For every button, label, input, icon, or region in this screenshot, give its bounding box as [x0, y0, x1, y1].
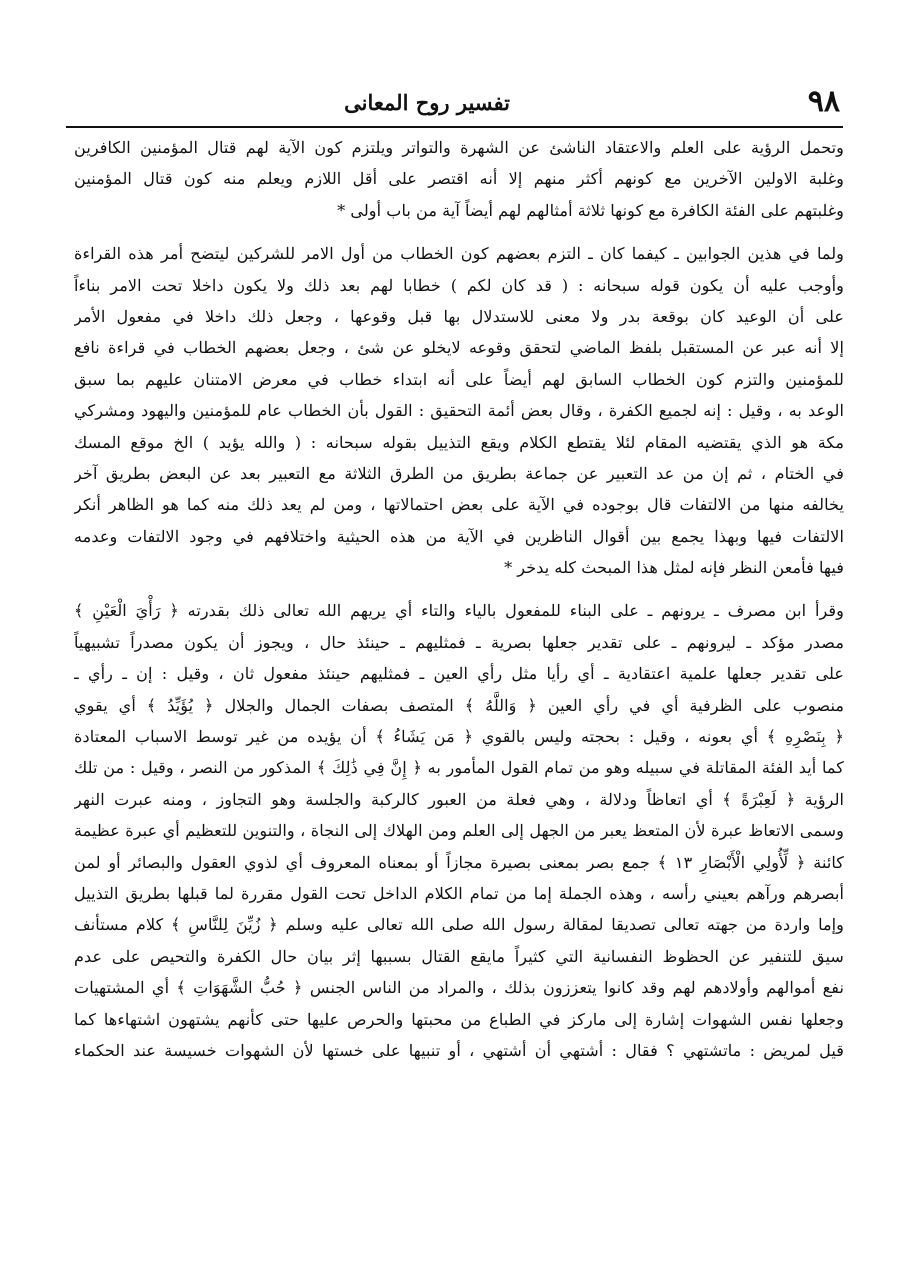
text-line: للمؤمنين والتزم كون الخطاب السابق لهم أيضاً على أنه ابتداء خطاب في معرض الامتنان عليهم بما سبق [74, 369, 844, 389]
body-text [74, 132, 844, 1066]
text-line: الالتفات فيها وبهذا يجمع بين أقوال الناظرين في الآية من هذه الحيثية واختلافهم في وجود الالتفات وعدمه [74, 526, 844, 546]
text-line: وأوجب عليه أن يكون قوله سبحانه : ( قد كان لكم ) خطابا لهم بعد ذلك ولا يكون داخلا تحت الامر بناءاً [74, 275, 844, 295]
text-line: وغلبة الاولين الآخرين مع كونهم أكثر منهم إلا أنه اقتصر على أقل اللازم ويعلم منه كون قتال المؤمنين [74, 169, 844, 189]
text-line: فيها فأمعن النظر فإنه لمثل هذا المبحث كله يدخر * [504, 558, 844, 578]
text-line: يخالفه منها من الالتفات قال بوجوده في الآية على بعض احتمالاتها ، ومن لم يعد ذلك منه كما هو الظاهر أنكر [74, 495, 844, 515]
text-line: وجعلها نفس الشهوات إشارة إلى ماركز في الطباع من محبتها والحرص عليها حتى كأنهم يشتهون اشتهاءها كما [74, 1009, 844, 1029]
text-line: الوعد به ، وقيل : إنه لجميع الكفرة ، وقال بعض أئمة التحقيق : القول بأن الخطاب عام للمؤمنين واليهود ومشركي [74, 401, 844, 421]
paragraph-1 [74, 132, 844, 226]
page-header [60, 84, 840, 124]
text-line: ولما في هذين الجوابين ـ كيفما كان ـ التزم بعضهم كون الخطاب من أول الامر للشركين ليتضح أمر هذه القراءة [74, 244, 844, 264]
text-line: ﴿ بِنَصْرِهِ ﴾ أي بعونه ، وقيل : بحجته وليس بالقوي ﴿ مَن يَشَاءُ ﴾ أن يؤيده من غير توسط الاسباب المعتادة [74, 727, 844, 747]
header-rule [66, 126, 843, 128]
text-line: أبصرهم ورآهم بعيني رأسه ، وهذه الجملة إما من تمام الكلام الداخل تحت القول مقررة لما قبلها بطريق التذييل [74, 883, 844, 903]
paragraph-3 [74, 595, 844, 1066]
text-line: وسمى الاتعاظ عبرة لأن المتعظ يعبر من الجهل إلى العلم ومن الهلاك إلى النجاة ، والتنوين للتعظيم أي عبرة عظيمة [74, 821, 844, 841]
text-line: في الختام ، ثم إن من عد التعبير عن جماعة بطريق من الطرق الثلاثة مع التعبير بعد عن البعض بطريق آخر [74, 463, 844, 483]
text-line: إلا أنه عبر عن المستقبل بلفظ الماضي لتحقق وقوعه لايخلو عن شئ ، وجعل بعضهم الخطاب في قراءة نافع [74, 338, 844, 358]
text-line: وغلبتهم على الفئة الكافرة مع كونها ثلاثة أمثالهم لهم أيضاً آية من باب أولى * [337, 200, 844, 220]
text-line: نفع أموالهم وأولادهم لهم وقد كانوا يتعززون بذلك ، والمراد من الناس الجنس ﴿ حُبُّ الشَّهَوَاتِ ﴾ أي المشتهيات [74, 978, 844, 998]
text-line: وقرأ ابن مصرف ـ يرونهم ـ على البناء للمفعول بالياء والتاء أي يريهم الله تعالى ذلك بقدرته ﴿ رَأْيَ الْعَيْنِ ﴾ [74, 601, 844, 621]
text-line: على أن الوعيد كان بوقعة بدر ولا معنى للاستدلال بها قبل وقوعها ، وجعل ذلك داخلا في مفعول الأمر [74, 306, 844, 326]
text-line: مصدر مؤكد ـ ليرونهم ـ على تقدير جعلها بصرية ـ فمثليهم ـ حينئذ حال ، ويجوز أن يكون مصدراً تشبيهياً [74, 632, 844, 652]
text-line: كما أيد الفئة المقاتلة في سبيله وهو من تمام القول المأمور به ﴿ إِنَّ فِي ذَٰلِكَ ﴾ المذكور من النصر ، وقيل : من تلك [74, 758, 844, 778]
page-number: ٩٨ [807, 84, 840, 119]
paragraph-2 [74, 238, 844, 583]
text-line: قيل لمريض : ماتشتهي ؟ فقال : أشتهي أن أشتهي ، أو تنبيها على خستها لأن الشهوات خسيسة عند الحكماء [74, 1040, 844, 1060]
running-title: تفسير روح المعانى [344, 90, 510, 115]
text-line: على تقدير جعلها علمية اعتقادية ـ أي رأيا مثل رأي العين ـ فمثليهم حينئذ مفعول ثان ، وقيل : إن ـ رأي ـ [74, 664, 844, 684]
text-line: وتحمل الرؤية على العلم والاعتقاد الناشئ عن الشهرة والتواتر ويلتزم كون الآية لهم قتال المؤمنين الكافرين [74, 138, 844, 157]
text-line: الرؤية ﴿ لَعِبْرَةً ﴾ أي اتعاظاً ودلالة ، وهي فعلة من العبور كالركبة والجلسة وهو التجاوز ، ومنه عبرت النهر [74, 789, 844, 809]
text-line: سيق للتنفير عن الحظوظ النفسانية التي كثيراً مايقع القتال بسببها إثر بيان حال الكفرة والتحيص على عدم [74, 946, 844, 966]
text-line: منصوب على الظرفية أي في رأي العين ﴿ وَاللَّهُ ﴾ المتصف بصفات الجمال والجلال ﴿ يُؤَيِّدُ ﴾ أي يقوي [74, 695, 844, 715]
text-line: مكة هو الذي يقتضيه المقام لئلا يقتطع الكلام ويقع التذييل بقوله سبحانه : ( والله يؤيد ) الخ موقع المسك [74, 432, 844, 452]
text-line: وإما واردة من جهته تعالى تصديقا لمقالة رسول الله صلى الله تعالى عليه وسلم ﴿ زُيِّنَ لِلنَّاسِ ﴾ كلام مستأنف [74, 915, 844, 935]
text-line: كائنة ﴿ لِّأُولِي الْأَبْصَارِ ١٣ ﴾ جمع بصر بمعنى بصيرة مجازاً أو بمعناه المعروف أي لذوي العقول والبصائر أو لمن [74, 852, 844, 872]
